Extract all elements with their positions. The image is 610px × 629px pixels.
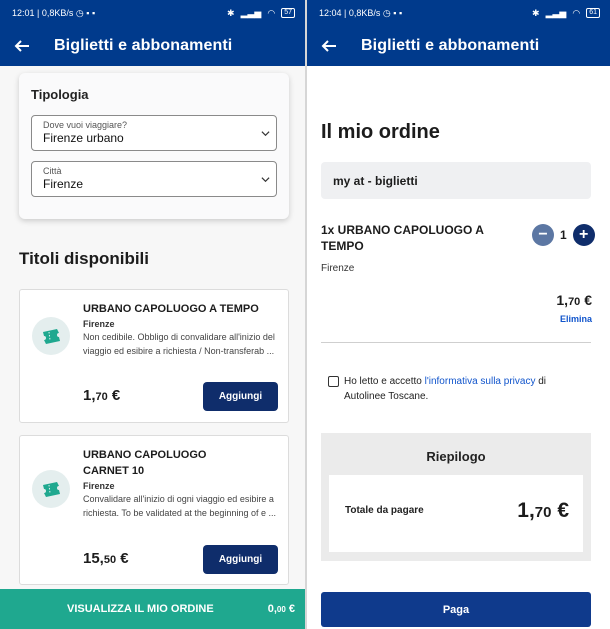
filter-heading: Tipologia — [31, 87, 89, 102]
signal-icon: ▂▃▅ — [545, 7, 567, 18]
wifi-icon: ◠ — [267, 7, 276, 18]
status-bar: 12:04 | 0,8KB/s ◷ ▪ ▪ ✱ ▂▃▅ ◠ 61 — [307, 0, 610, 26]
ticket-name: URBANO CAPOLUOGO CARNET 10 — [83, 449, 207, 477]
chevron-down-icon — [261, 129, 270, 138]
ticket-description: Non cedibile. Obbligo di convalidare all'inizio del viaggio ed esibire a richiesta / Non-transferab ... — [83, 332, 275, 356]
order-title: Il mio ordine — [321, 121, 440, 143]
battery-icon: 57 — [281, 8, 295, 18]
total-box — [329, 475, 583, 552]
ticket-city: Firenze — [83, 481, 115, 491]
ticket-icon — [32, 317, 70, 355]
ticket-card — [19, 289, 289, 423]
ticket-icon — [32, 470, 70, 508]
bluetooth-icon: ✱ — [227, 7, 235, 18]
page-title: Biglietti e abbonamenti — [361, 37, 540, 54]
order-screen — [307, 0, 610, 629]
app-bar — [307, 26, 610, 66]
wifi-icon: ◠ — [572, 7, 581, 18]
quantity-value: 1 — [560, 228, 567, 242]
status-time: 12:01 — [12, 7, 35, 18]
order-item-city: Firenze — [321, 263, 355, 274]
increase-quantity-button[interactable]: + — [573, 224, 595, 246]
back-arrow-icon[interactable] — [14, 38, 30, 54]
ticket-city: Firenze — [83, 319, 115, 329]
status-speed: 0,8KB/s — [348, 7, 381, 18]
available-tickets-title: Titoli disponibili — [19, 249, 150, 268]
add-ticket-button[interactable]: Aggiungi — [203, 382, 278, 411]
filter-card — [19, 73, 289, 219]
battery-icon: 61 — [586, 8, 600, 18]
page-title: Biglietti e abbonamenti — [54, 37, 233, 54]
order-item-name: 1x URBANO CAPOLUOGO A TEMPO — [321, 223, 484, 253]
city-select[interactable] — [31, 161, 277, 197]
chevron-down-icon — [261, 175, 270, 184]
decrease-quantity-button[interactable]: − — [532, 224, 554, 246]
view-order-bar[interactable] — [0, 589, 305, 629]
view-order-label: VISUALIZZA IL MIO ORDINE — [67, 603, 214, 615]
privacy-consent-text: Ho letto e accetto l'informativa sulla privacy di Autolinee Toscane. — [344, 376, 547, 402]
destination-select-value: Firenze urbano — [43, 131, 124, 145]
total-amount: 1,70 € — [517, 499, 569, 522]
ticket-description: Convalidare all'inizio di ogni viaggio ed esibire a richiesta. To be validated at the beginning of e ... — [83, 494, 276, 518]
shop-name-box: my at - biglietti — [321, 162, 591, 199]
bluetooth-icon: ✱ — [532, 7, 540, 18]
total-label: Totale da pagare — [345, 505, 424, 516]
remove-item-link[interactable]: Elimina — [559, 314, 592, 324]
status-speed: 0,8KB/s — [41, 7, 74, 18]
order-item-price: 1,70 € — [556, 292, 592, 308]
status-time: 12:04 — [319, 7, 342, 18]
summary-heading: Riepilogo — [426, 449, 486, 464]
back-arrow-icon[interactable] — [321, 38, 337, 54]
signal-icon: ▂▃▅ — [240, 7, 262, 18]
ticket-price: 1,70 € — [83, 387, 121, 404]
destination-select-label: Dove vuoi viaggiare? — [43, 120, 128, 130]
city-select-value: Firenze — [43, 177, 84, 191]
app-bar — [0, 26, 305, 66]
divider — [321, 342, 591, 343]
privacy-policy-link[interactable]: l'informativa sulla privacy — [424, 376, 536, 387]
ticket-name: URBANO CAPOLUOGO A TEMPO — [83, 303, 259, 315]
pay-button[interactable]: Paga — [321, 592, 591, 627]
summary-panel — [321, 433, 591, 561]
city-select-label: Città — [43, 166, 62, 176]
status-bar: 12:01 | 0,8KB/s ◷ ▪ ▪ ✱ ▂▃▅ ◠ 57 — [0, 0, 305, 26]
quantity-stepper — [532, 224, 595, 246]
ticket-price: 15,50 € — [83, 550, 129, 567]
order-amount: 0,00 € — [267, 603, 295, 615]
ticket-card — [19, 435, 289, 585]
add-ticket-button[interactable]: Aggiungi — [203, 545, 278, 574]
privacy-checkbox[interactable] — [328, 376, 339, 387]
destination-select[interactable] — [31, 115, 277, 151]
